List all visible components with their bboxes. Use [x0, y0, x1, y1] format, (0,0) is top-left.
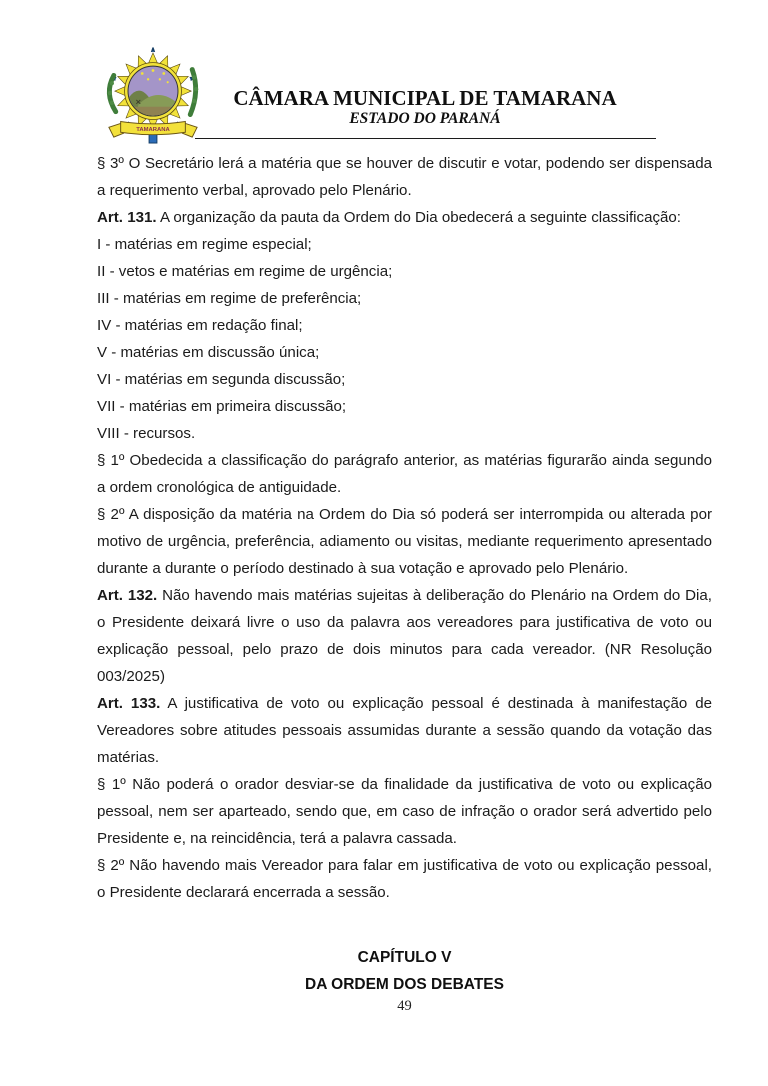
paragraph — [97, 447, 712, 501]
paragraph-text: II - vetos e matérias em regime de urgência; — [97, 263, 393, 280]
paragraph-lead: Art. 133. — [97, 695, 161, 712]
paragraph-text: § 3º O Secretário lerá a matéria que se houver de discutir e votar, podendo ser dispensada a requerimento verbal, aprovado pelo Plenário. — [97, 155, 712, 199]
paragraph-text: VIII - recursos. — [97, 425, 196, 442]
document-body — [97, 150, 712, 906]
paragraph-text: § 2º A disposição da matéria na Ordem do Dia só poderá ser interrompida ou alterada por motivo de urgência, preferência, adiamento ou visitas, mediante requerimento apresentado durante a durante o período destinado à sua votação e aprovado pelo Plenário. — [97, 506, 712, 577]
paragraph — [97, 150, 712, 204]
paragraph-text: VII - matérias em primeira discussão; — [97, 398, 347, 415]
list-item — [97, 420, 712, 447]
page-number: 49 — [397, 998, 412, 1014]
paragraph-text: § 2º Não havendo mais Vereador para falar em justificativa de voto ou explicação pessoal, o Presidente declarará encerrada a sessão. — [97, 857, 712, 901]
list-item — [97, 312, 712, 339]
paragraph — [97, 501, 712, 582]
paragraph-text: A organização da pauta da Ordem do Dia obedecerá a seguinte classificação: — [156, 209, 682, 226]
paragraph — [97, 690, 712, 771]
paragraph-lead: Art. 132. — [97, 587, 158, 604]
header-divider — [195, 138, 656, 139]
paragraph-text: VI - matérias em segunda discussão; — [97, 371, 346, 388]
paragraph-text: A justificativa de voto ou explicação pessoal é destinada à manifestação de Vereadores sobre atitudes pessoais assumidas durante a sessão quando da votação das matérias. — [97, 695, 712, 766]
paragraph-text: IV - matérias em redação final; — [97, 317, 303, 334]
organization-name: CÂMARA MUNICIPAL DE TAMARANA — [233, 86, 617, 110]
paragraph — [97, 852, 712, 906]
state-name: ESTADO DO PARANÁ — [349, 110, 501, 127]
list-item — [97, 258, 712, 285]
list-item — [97, 339, 712, 366]
paragraph — [97, 204, 712, 231]
paragraph-text: III - matérias em regime de preferência; — [97, 290, 362, 307]
paragraph — [97, 771, 712, 852]
list-item — [97, 231, 712, 258]
chapter-title: DA ORDEM DOS DEBATES — [305, 976, 504, 993]
header-title-block — [190, 86, 660, 128]
list-item — [97, 366, 712, 393]
paragraph-text: Não havendo mais matérias sujeitas à deliberação do Plenário na Ordem do Dia, o Presidente deixará livre o uso da palavra aos vereadores para justificativa de voto ou explicação pessoal, pelo prazo de dois minutos para cada vereador. (NR Resolução 003/2025) — [97, 587, 712, 685]
list-item — [97, 285, 712, 312]
chapter-number: CAPÍTULO V — [357, 949, 452, 966]
paragraph-text: § 1º Não poderá o orador desviar-se da finalidade da justificativa de voto ou explicação pessoal, nem ser aparteado, sendo que, em caso de infração o orador será advertido pelo Presidente e, na reincidência, terá a palavra cassada. — [97, 776, 712, 847]
paragraph-text: V - matérias em discussão única; — [97, 344, 320, 361]
list-item — [97, 393, 712, 420]
logo-banner-text: TAMARANA — [136, 126, 170, 133]
paragraph-lead: Art. 131. — [97, 209, 157, 226]
chapter-heading — [97, 944, 712, 998]
paragraph-text: I - matérias em regime especial; — [97, 236, 312, 253]
paragraph — [97, 582, 712, 690]
paragraph-text: § 1º Obedecida a classificação do parágrafo anterior, as matérias figurarão ainda segundo a ordem cronológica de antiguidade. — [97, 452, 712, 496]
